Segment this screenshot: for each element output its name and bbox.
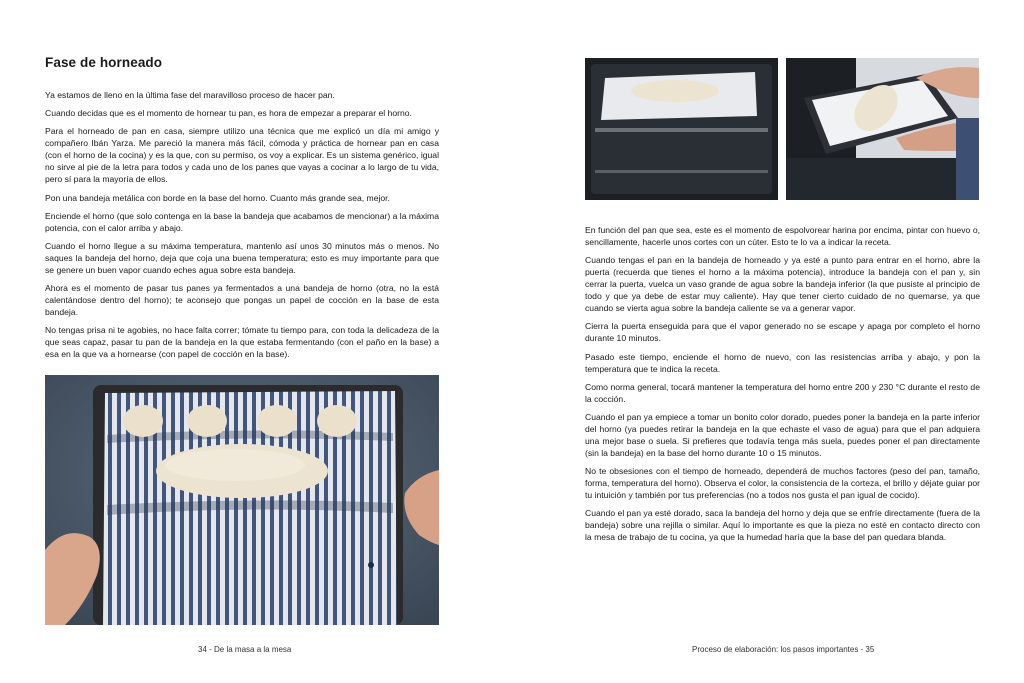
- paragraph: Cuando el horno llegue a su máxima temperatura, mantenlo así unos 30 minutos más o menos. No saques la bandeja del horno, deja que coja una buena temperatura; esto es muy importante para que se genere un buen vapor cuando eches agua sobre esta bandeja.: [45, 240, 439, 275]
- section-title: Fase de horneado: [45, 55, 163, 70]
- oven-tray-photo: [585, 58, 778, 200]
- oven-tray-illustration: [585, 58, 778, 200]
- paragraph: No tengas prisa ni te agobies, no hace falta correr; tómate tu tiempo para, con toda la delicadeza de la que seas capaz, pasar tu pan de la bandeja en la que estaba fermentando (con el paño en la base) a esa en la que va a hornearse (con papel de cocción en la base).: [45, 325, 439, 360]
- right-page: [512, 0, 1024, 683]
- paragraph: Enciende el horno (que solo contenga en la base la bandeja que acabamos de mencionar) a la máxima potencia, con el calor arriba y abajo.: [45, 210, 439, 233]
- right-body-text: [585, 224, 980, 550]
- paragraph: Cuando el pan ya esté dorado, saca la bandeja del horno y deja que se enfríe directamente (fuera de la bandeja) sobre una rejilla o similar. Aquí lo importante es que la pieza no esté en contacto directo con la mesa de trabajo de tu cocina, ya que la humedad haría que la base del pan quedara blanda.: [585, 508, 980, 543]
- paragraph: Ahora es el momento de pasar tus panes ya fermentados a una bandeja de horno (otra, no la está calentándose dentro del horno); te aconsejo que pongas un papel de cocción en la base de esta bandeja.: [45, 283, 439, 318]
- page-footer-left: 34 - De la masa a la mesa: [198, 645, 292, 654]
- paragraph: Para el horneado de pan en casa, siempre utilizo una técnica que me explicó un día mi amigo y compañero Ibán Yarza. Me pareció la manera más fácil, cómoda y práctica de hornear pan en casa (con el horno de la cocina) y es la que, con su permiso, os voy a explicar. Es un sistema genérico, igual no sirve al pie de la letra para todos y cada uno de los panes que vayas a cocinar a lo largo de tu vida, pero sí para la mayoría de ellos.: [45, 126, 439, 185]
- paragraph: Cuando tengas el pan en la bandeja de horneado y ya esté a punto para entrar en el horno, abre la puerta (recuerda que tienes el horno a la máxima potencia), introduce la bandeja con el pan y, sin cerrar la puerta, vuelca un vaso grande de agua sobre la bandeja inferior (la que pusiste al principio de todo y que ya debe de estar muy caliente). Hay que tener cierto cuidado de no quemarse, ya que cuando se vierta agua sobre la bandeja caliente se va a generar vapor.: [585, 255, 980, 314]
- paragraph: Cuando decidas que es el momento de hornear tu pan, es hora de empezar a preparar el horno.: [45, 108, 412, 119]
- paragraph: Cierra la puerta enseguida para que el vapor generado no se escape y apaga por completo el horno durante 10 minutos.: [585, 321, 980, 344]
- tray-into-oven-photo: [786, 58, 979, 200]
- dough-on-tray-photo: [45, 375, 439, 625]
- paragraph: Ya estamos de lleno en la última fase del maravilloso proceso de hacer pan.: [45, 90, 335, 100]
- paragraph: Cuando el pan ya empiece a tomar un bonito color dorado, puedes poner la bandeja en la parte inferior del horno (ya puedes retirar la bandeja en la que echaste el vaso de agua) para que el pan adquiera una mejor base o suela. Si prefieres que todavía tenga más suela, puedes poner el pan directamente (sin la bandeja) en la base del horno durante 10 o 15 minutos.: [585, 411, 980, 458]
- paragraph: No te obsesiones con el tiempo de horneado, dependerá de muchos factores (peso del pan, tamaño, forma, temperatura del horno). Observa el color, la consistencia de la corteza, el brillo y déjate guiar por tu intuición y también por tus preferencias (no a todos nos gusta el pan igual de cocido).: [585, 466, 980, 501]
- paragraph: Pon una bandeja metálica con borde en la base del horno. Cuanto más grande sea, mejor.: [45, 192, 390, 203]
- paragraph: Pasado este tiempo, enciende el horno de nuevo, con las resistencias arriba y abajo, y pon la temperatura que te indica la receta.: [585, 351, 980, 374]
- page-footer-right: Proceso de elaboración: los pasos importantes - 35: [692, 645, 875, 654]
- tray-into-oven-illustration: [786, 58, 979, 200]
- paragraph: En función del pan que sea, este es el momento de espolvorear harina por encima, pintar con huevo o, sencillamente, hacerle unos cortes con un cúter. Esto te lo va a indicar la receta.: [585, 225, 980, 247]
- dough-on-tray-illustration: [45, 375, 439, 625]
- paragraph: Como norma general, tocará mantener la temperatura del horno entre 200 y 230 °C durante el resto de la cocción.: [585, 381, 980, 404]
- left-body-text: [45, 89, 439, 367]
